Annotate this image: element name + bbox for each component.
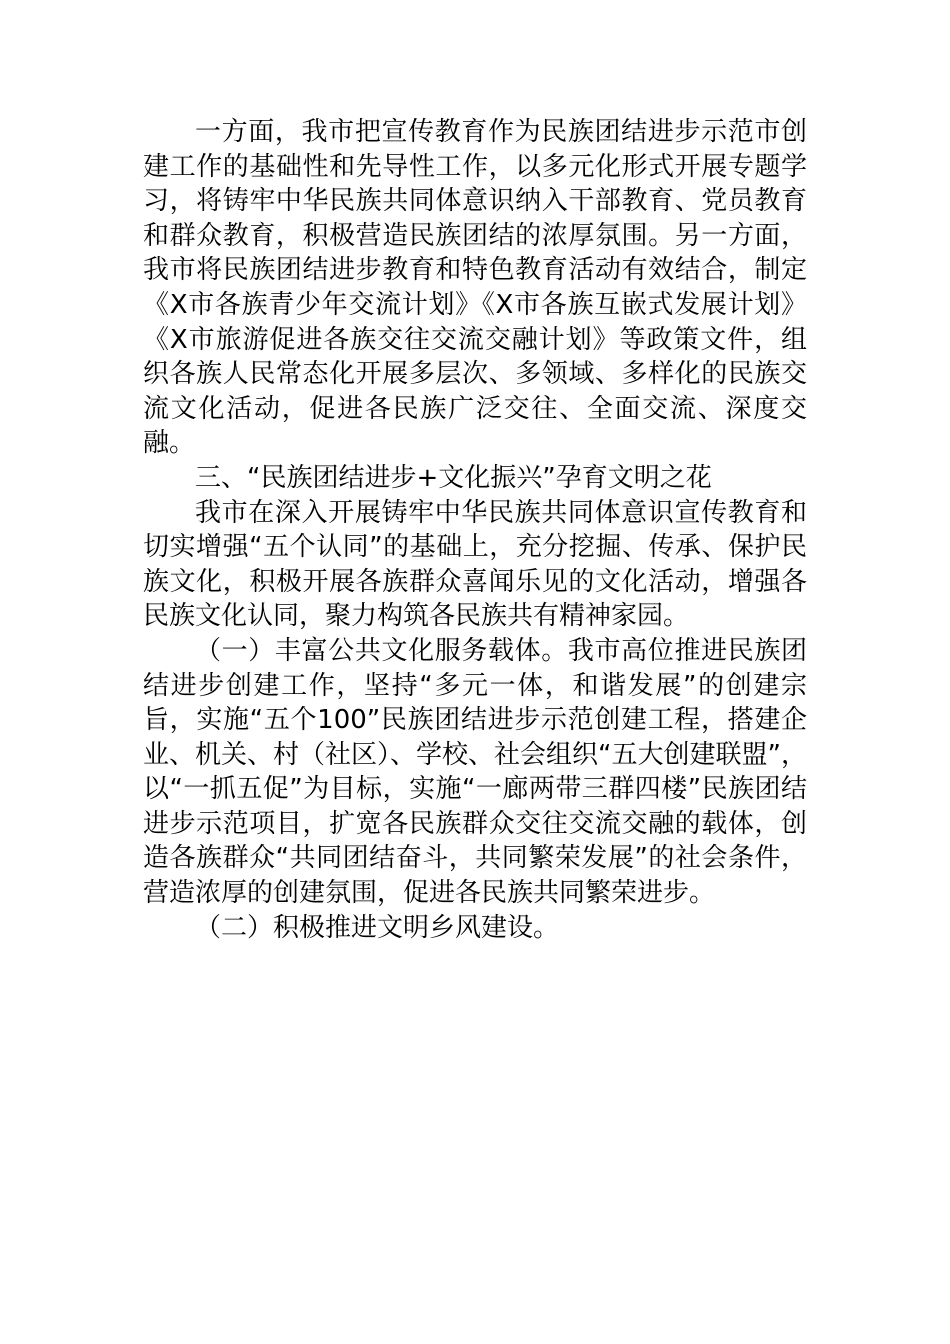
paragraph-civilized-rural-style: （二）积极推进文明乡风建设。 [195,912,560,943]
paragraph-cultural-identity: 我市在深入开展铸牢中华民族共同体意识宣传教育和切实增强“五个认同”的基础上，充分挖掘、传承、保护民族文化，积极开展各族群众喜闻乐见的文化活动，增强各民族文化认同，聚力构筑各民族共有精神家园。 [143,497,807,632]
paragraph-public-culture-service: （一）丰富公共文化服务载体。我市高位推进民族团结进步创建工作，坚持“多元一体，和谐发展”的创建宗旨，实施“五个100”民族团结进步示范创建工程，搭建企业、机关、村（社区）、学校、社会组织“五大创建联盟”，以“一抓五促”为目标，实施“一廊两带三群四楼”民族团结进步示范项目，扩宽各民族群众交往交流交融的载体，创造各族群众“共同团结奋斗，共同繁荣发展”的社会条件，营造浓厚的创建氛围，促进各民族共同繁荣进步。 [143,635,807,909]
document-body [143,115,807,945]
paragraph-one-side-education: 一方面，我市把宣传教育作为民族团结进步示范市创建工作的基础性和先导性工作，以多元化形式开展专题学习，将铸牢中华民族共同体意识纳入干部教育、党员教育和群众教育，积极营造民族团结的浓厚氛围。另一方面，我市将民族团结进步教育和特色教育活动有效结合，制定《X市各族青少年交流计划》《X市各族互嵌式发展计划》《X市旅游促进各族交往交流交融计划》等政策文件，组织各族人民常态化开展多层次、多领域、多样化的民族交流文化活动，促进各民族广泛交往、全面交流、深度交融。 [143,117,807,459]
section-heading-three: 三、“民族团结进步+文化振兴”孕育文明之花 [195,462,712,493]
